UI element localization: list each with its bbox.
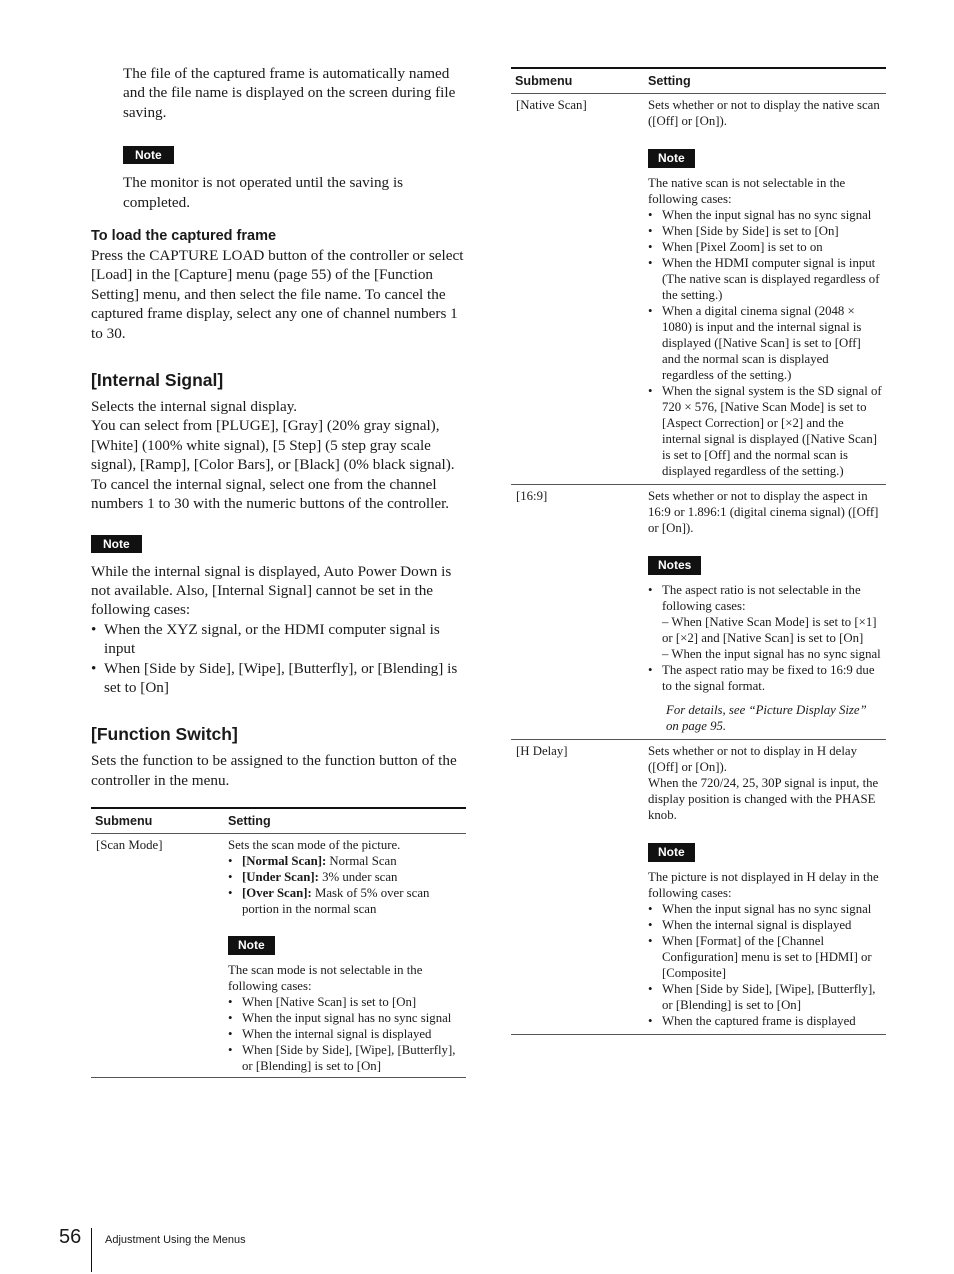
setting-cell [228,837,466,1074]
list-item: • When the internal signal is displayed [648,917,882,933]
setting-desc: When the 720/24, 25, 30P signal is input, the display position is changed with the PHASE knob. [648,776,879,822]
note-badge: Note [91,535,142,553]
table-header [91,807,466,834]
note-list [228,994,462,1074]
list-item: • When the input signal has no sync signal [648,901,882,917]
setting-desc: Sets whether or not to display the aspect in 16:9 or 1.896:1 (digital cinema signal) ([Off] or [On]). [648,489,879,535]
option-desc: Mask of 5% over scan portion in the normal scan [242,886,430,917]
note-list [648,901,882,1029]
list-item: • When [Format] of the [Channel Configuration] menu is set to [HDMI] or [Composite] [648,933,882,981]
option-name: [Under Scan]: [242,870,319,885]
section-title-internal-signal: [Internal Signal] [91,370,224,391]
option-name: [Normal Scan]: [242,854,327,869]
reference-text: For details, see “Picture Display Size” on page 95. [666,703,867,733]
right-column [511,0,886,1035]
list-item: • When [Native Scan] is set to [On] [228,994,462,1010]
note-text: The native scan is not selectable in the following cases: [648,176,846,206]
section-title-function-switch: [Function Switch] [91,724,238,745]
load-text: Press the CAPTURE LOAD button of the controller or select [Load] in the [Capture] menu (page 55) of the [Function Setting] menu, and then select the file name. To cancel the captured frame display, select any one of channel numbers 1 to 30. [91,247,464,342]
column-header-setting: Setting [648,74,691,88]
table-row [511,740,886,1035]
internal-signal-para: To cancel the internal signal, select one from the channel numbers 1 to 30 with the numeric buttons of the controller. [91,475,450,513]
notes-list [648,582,882,694]
note-badge: Note [123,146,174,164]
sub-item: – When [Native Scan Mode] is set to [×1] or [×2] and [Native Scan] is set to [On] [662,615,877,645]
list-item: • When [Side by Side], [Wipe], [Butterfly], or [Blending] is set to [On] [91,659,466,698]
setting-desc: Sets the scan mode of the picture. [228,838,401,853]
intro-paragraph: The file of the captured frame is automatically named and the file name is displayed on the screen during file saving. [123,65,456,121]
list-item: • When a digital cinema signal (2048 × 1080) is input and the internal signal is displayed ([Native Scan] is set to [Off] and the normal scan is displayed regardless of the setting.) [648,303,882,383]
setting-desc: Sets whether or not to display in H delay ([Off] or [On]). [648,744,857,774]
setting-desc: Sets whether or not to display the native scan ([Off] or [On]). [648,98,880,128]
load-heading: To load the captured frame [91,228,277,245]
list-item: • When the HDMI computer signal is input (The native scan is displayed regardless of the setting.) [648,255,882,303]
list-item [228,885,462,917]
setting-cell [648,488,886,734]
list-item: • When the input signal has no sync signal [648,207,882,223]
note-badge: Note [648,843,695,862]
note-list [648,207,882,479]
setting-cell [648,97,886,479]
sub-item: – When the input signal has no sync signal [662,647,881,661]
note-item-text: The aspect ratio is not selectable in the following cases: [662,583,861,613]
internal-signal-para: Selects the internal signal display. [91,398,298,416]
note-text: The scan mode is not selectable in the following cases: [228,963,423,994]
column-header-setting: Setting [228,814,271,829]
table-row [91,834,466,1078]
note-text: The picture is not displayed in H delay in the following cases: [648,870,879,900]
option-name: [Over Scan]: [242,886,312,901]
note-text: While the internal signal is displayed, Auto Power Down is not available. Also, [Internal Signal] cannot be set in the following cases: [91,562,452,619]
list-item: • When the internal signal is displayed [228,1026,462,1042]
note-list [91,620,466,698]
function-switch-table-continued [511,67,886,1035]
page-number: 56 [59,1226,82,1248]
scan-mode-list [228,853,462,917]
list-item: • When the input signal has no sync signal [228,1010,462,1026]
submenu-cell: [Scan Mode] [96,838,163,853]
submenu-cell: [16:9] [516,489,548,503]
submenu-cell: [H Delay] [516,744,568,758]
list-item: • When [Side by Side], [Wipe], [Butterfly], or [Blending] is set to [On] [228,1042,462,1074]
table-row [511,485,886,740]
table-header [511,67,886,94]
note-badge: Note [228,936,275,955]
left-column [91,0,466,1078]
list-item [228,869,462,885]
option-desc: Normal Scan [326,854,397,869]
function-switch-text: Sets the function to be assigned to the function button of the controller in the menu. [91,752,457,789]
list-item: • When [Side by Side], [Wipe], [Butterfly], or [Blending] is set to [On] [648,981,882,1013]
notes-badge: Notes [648,556,701,575]
option-desc: 3% under scan [318,870,398,885]
footer-divider [91,1228,92,1272]
function-switch-table [91,807,466,1078]
table-row [511,94,886,485]
note-text: The monitor is not operated until the saving is completed. [123,174,404,211]
setting-cell [648,743,886,1029]
list-item: • When [Side by Side] is set to [On] [648,223,882,239]
list-item: • When the signal system is the SD signal of 720 × 576, [Native Scan Mode] is set to [Aspect Correction] or [×2] and the internal signal is displayed ([Native Scan] is set to [Off] and the normal scan is displayed regardless of the setting.) [648,383,882,479]
list-item: • When the captured frame is displayed [648,1013,882,1029]
list-item [228,853,462,869]
list-item: • When [Pixel Zoom] is set to on [648,239,882,255]
submenu-cell: [Native Scan] [516,98,587,112]
list-item: • The aspect ratio may be fixed to 16:9 due to the signal format. [648,662,882,694]
column-header-submenu: Submenu [515,74,573,88]
footer-section-title: Adjustment Using the Menus [105,1234,246,1246]
note-badge: Note [648,149,695,168]
column-header-submenu: Submenu [95,814,153,829]
list-item [648,582,882,662]
list-item: • When the XYZ signal, or the HDMI computer signal is input [91,620,466,659]
internal-signal-para: You can select from [PLUGE], [Gray] (20% gray signal), [White] (100% white signal), [5 Step] (5 step gray scale signal), [Ramp], [Color Bars], or [Black] (0% black signal). [91,417,455,474]
page-footer [0,1226,954,1274]
